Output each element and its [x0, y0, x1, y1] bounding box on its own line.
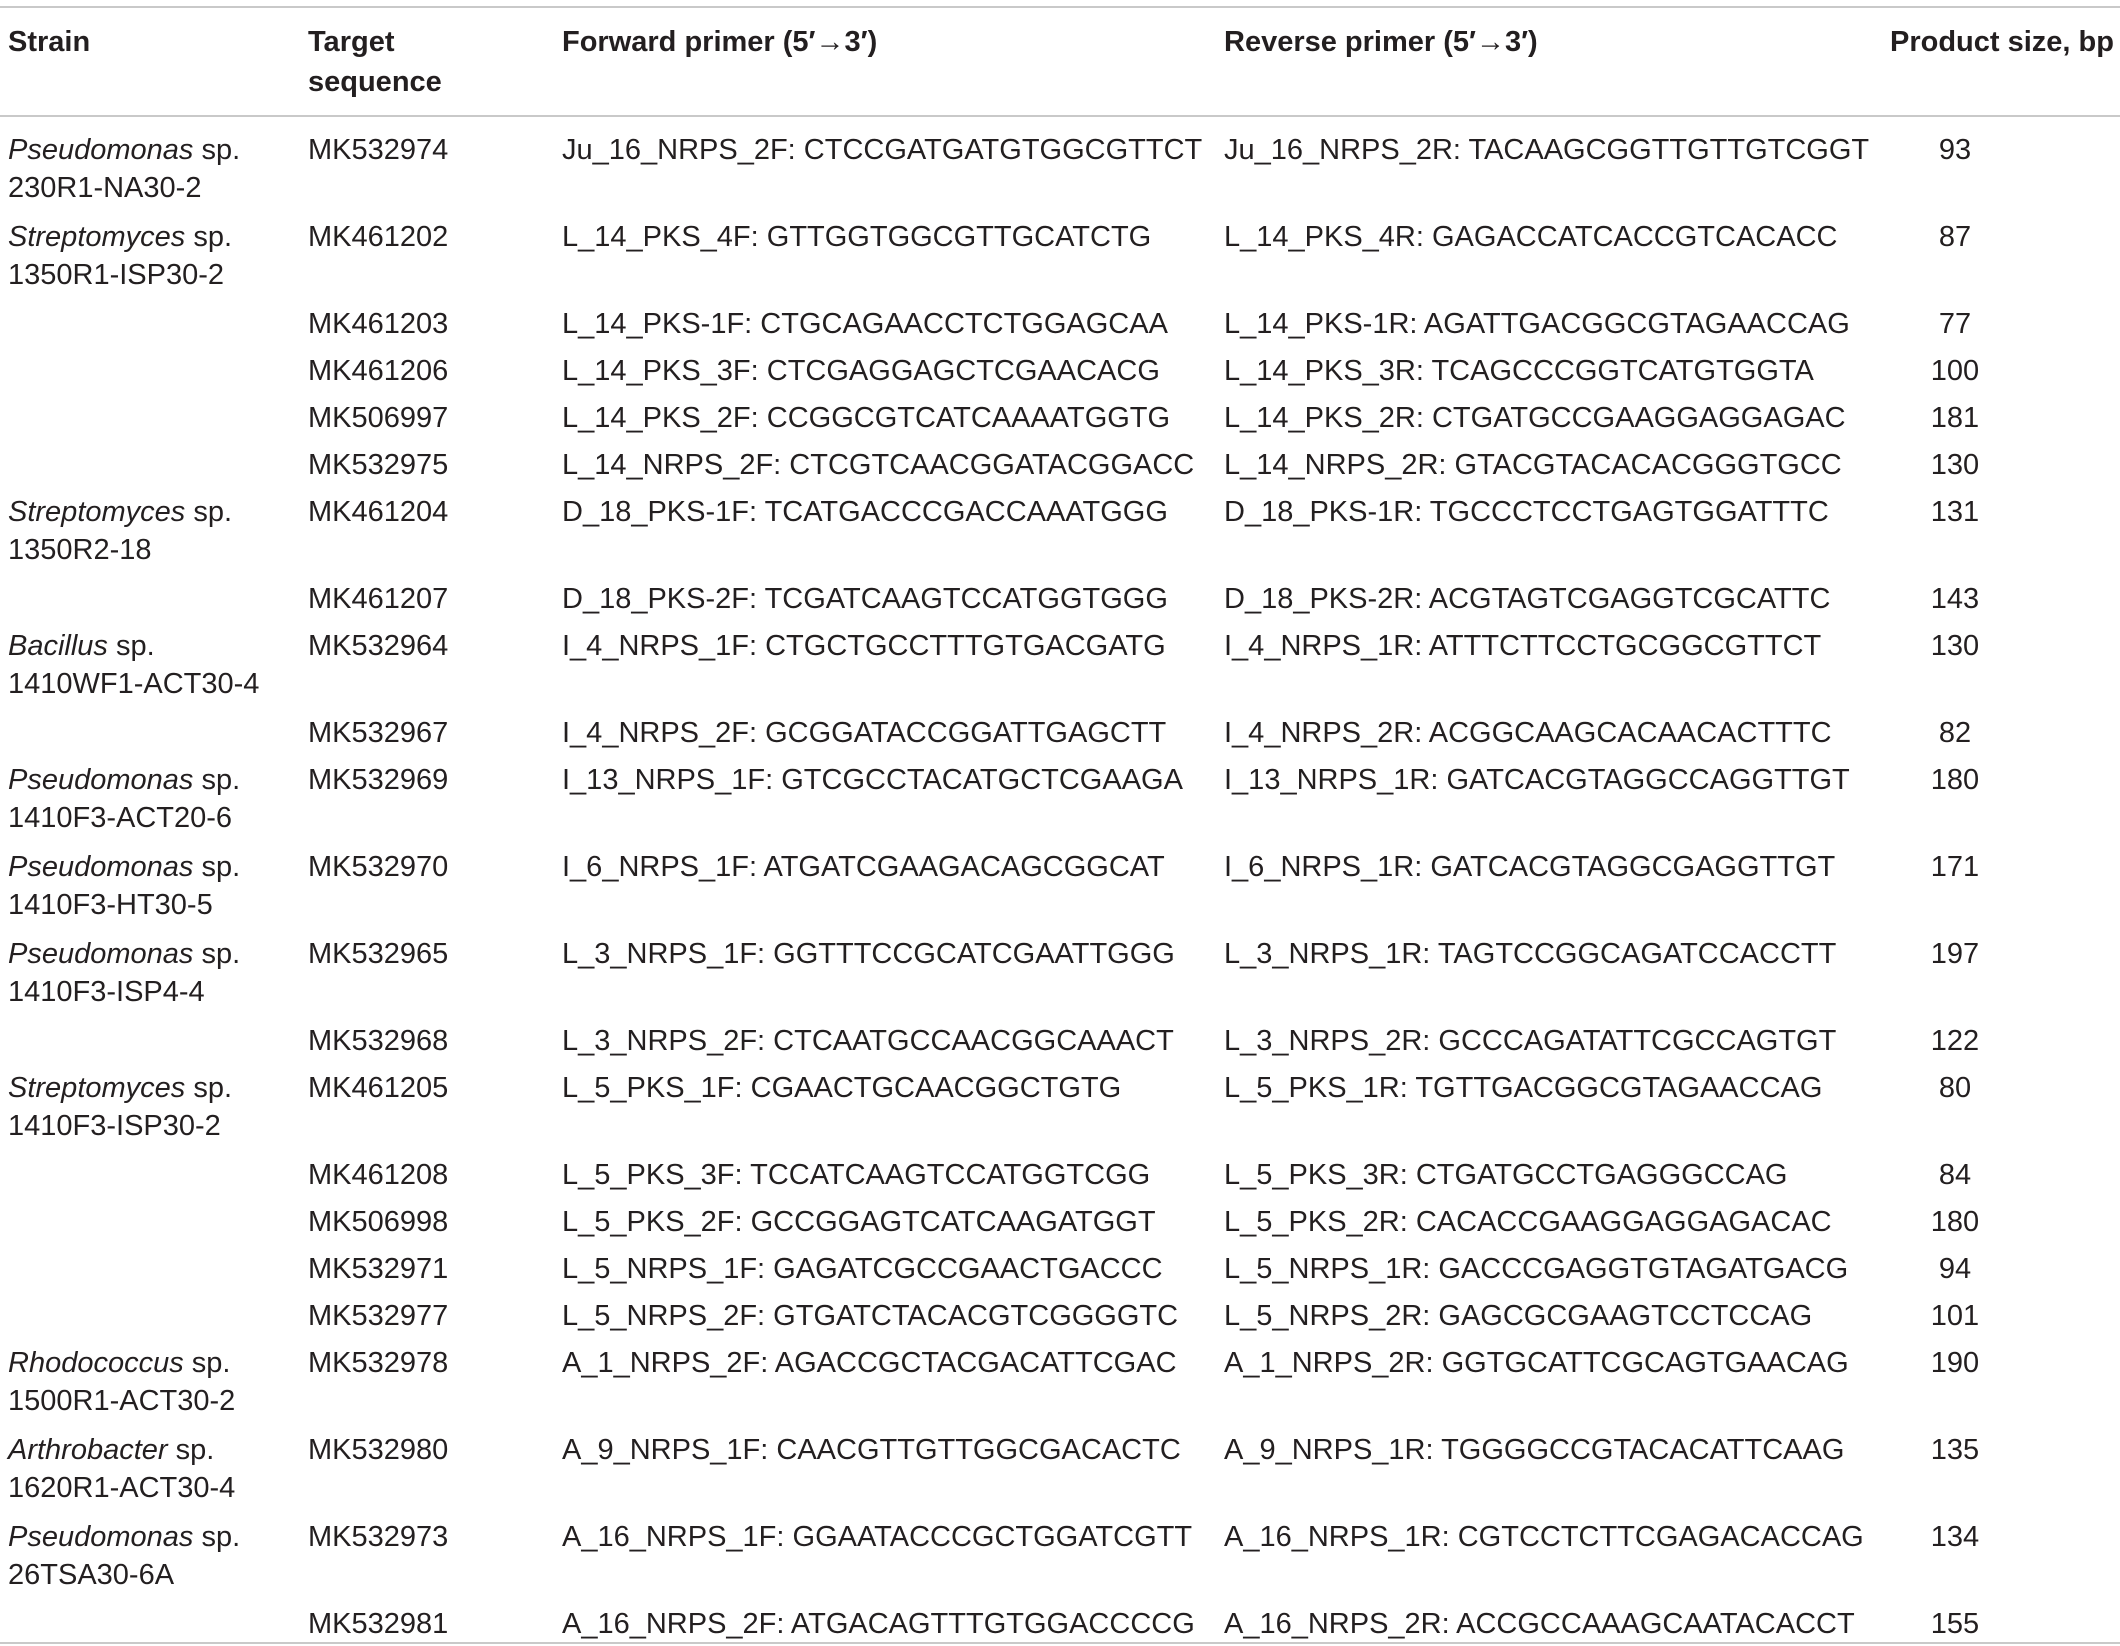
cell-target-sequence: MK532964 [308, 630, 449, 662]
strain-name: sp. 1410F3-ISP4-4 [8, 938, 241, 1008]
cell-forward-primer: L_14_PKS_3F: CTCGAGGAGCTCGAACACG [562, 355, 1160, 387]
cell-reverse-primer: I_4_NRPS_2R: ACGGCAAGCACAACACTTTC [1224, 717, 1832, 749]
cell-strain [8, 1069, 298, 1145]
cell-strain [8, 493, 298, 569]
cell-forward-primer: D_18_PKS-2F: TCGATCAAGTCCATGGTGGG [562, 583, 1168, 615]
cell-target-sequence: MK532978 [308, 1347, 449, 1379]
cell-target-sequence: MK532980 [308, 1434, 449, 1466]
cell-reverse-primer: L_5_PKS_2R: CACACCGAAGGAGGAGACAC [1224, 1206, 1832, 1238]
cell-strain [8, 1344, 298, 1420]
cell-product-size: 180 [1930, 1206, 1980, 1238]
cell-target-sequence: MK532973 [308, 1521, 449, 1553]
cell-forward-primer: I_4_NRPS_1F: CTGCTGCCTTTGTGACGATG [562, 630, 1166, 662]
cell-reverse-primer: L_14_PKS_3R: TCAGCCCGGTCATGTGGTA [1224, 355, 1814, 387]
cell-forward-primer: A_9_NRPS_1F: CAACGTTGTTGGCGACACTC [562, 1434, 1181, 1466]
cell-forward-primer: L_5_NRPS_1F: GAGATCGCCGAACTGACCC [562, 1253, 1163, 1285]
cell-reverse-primer: I_6_NRPS_1R: GATCACGTAGGCGAGGTTGT [1224, 851, 1836, 883]
cell-target-sequence: MK532967 [308, 717, 449, 749]
cell-product-size: 190 [1930, 1347, 1980, 1379]
cell-product-size: 80 [1938, 1072, 1972, 1104]
cell-target-sequence: MK532968 [308, 1025, 449, 1057]
cell-product-size: 100 [1930, 355, 1980, 387]
cell-forward-primer: L_3_NRPS_2F: CTCAATGCCAACGGCAAACT [562, 1025, 1174, 1057]
cell-reverse-primer: L_5_PKS_3R: CTGATGCCTGAGGGCCAG [1224, 1159, 1788, 1191]
strain-name: sp. 1350R2-18 [8, 496, 233, 566]
cell-target-sequence: MK461206 [308, 355, 449, 387]
cell-product-size: 101 [1930, 1300, 1980, 1332]
cell-product-size: 171 [1930, 851, 1980, 883]
cell-product-size: 135 [1930, 1434, 1980, 1466]
strain-genus: Pseudomonas [8, 764, 194, 796]
cell-product-size: 197 [1930, 938, 1980, 970]
cell-reverse-primer: D_18_PKS-1R: TGCCCTCCTGAGTGGATTTC [1224, 496, 1829, 528]
cell-strain [8, 218, 298, 294]
cell-strain [8, 1431, 298, 1507]
cell-strain [8, 627, 298, 703]
cell-reverse-primer: L_3_NRPS_1R: TAGTCCGGCAGATCCACCTT [1224, 938, 1837, 970]
strain-genus: Bacillus [8, 630, 108, 662]
cell-reverse-primer: L_14_PKS_4R: GAGACCATCACCGTCACACC [1224, 221, 1838, 253]
cell-reverse-primer: Ju_16_NRPS_2R: TACAAGCGGTTGTTGTCGGT [1224, 134, 1870, 166]
cell-reverse-primer: A_16_NRPS_2R: ACCGCCAAAGCAATACACCT [1224, 1608, 1855, 1640]
strain-genus: Streptomyces [8, 221, 186, 253]
strain-name: sp. 1410F3-ISP30-2 [8, 1072, 233, 1142]
strain-name: sp. 1410WF1-ACT30-4 [8, 630, 260, 700]
cell-forward-primer: L_14_NRPS_2F: CTCGTCAACGGATACGGACC [562, 449, 1195, 481]
table-bottom-rule [0, 1642, 2120, 1644]
strain-genus: Streptomyces [8, 1072, 186, 1104]
cell-reverse-primer: L_5_NRPS_2R: GAGCGCGAAGTCCTCCAG [1224, 1300, 1813, 1332]
cell-product-size: 130 [1930, 630, 1980, 662]
strain-name: sp. 230R1-NA30-2 [8, 134, 241, 204]
cell-reverse-primer: A_9_NRPS_1R: TGGGGCCGTACACATTCAAG [1224, 1434, 1845, 1466]
cell-target-sequence: MK461202 [308, 221, 449, 253]
cell-target-sequence: MK532965 [308, 938, 449, 970]
cell-forward-primer: D_18_PKS-1F: TCATGACCCGACCAAATGGG [562, 496, 1168, 528]
cell-product-size: 122 [1930, 1025, 1980, 1057]
cell-strain [8, 761, 298, 837]
cell-reverse-primer: L_3_NRPS_2R: GCCCAGATATTCGCCAGTGT [1224, 1025, 1837, 1057]
cell-forward-primer: I_13_NRPS_1F: GTCGCCTACATGCTCGAAGA [562, 764, 1183, 796]
cell-reverse-primer: A_16_NRPS_1R: CGTCCTCTTCGAGACACCAG [1224, 1521, 1864, 1553]
cell-product-size: 84 [1938, 1159, 1972, 1191]
cell-product-size: 93 [1938, 134, 1972, 166]
cell-product-size: 180 [1930, 764, 1980, 796]
cell-target-sequence: MK461207 [308, 583, 449, 615]
cell-forward-primer: L_5_PKS_2F: GCCGGAGTCATCAAGATGGT [562, 1206, 1156, 1238]
table-header-rule [0, 115, 2120, 117]
cell-target-sequence: MK532971 [308, 1253, 449, 1285]
cell-forward-primer: L_5_PKS_3F: TCCATCAAGTCCATGGTCGG [562, 1159, 1151, 1191]
cell-strain [8, 848, 298, 924]
cell-forward-primer: L_14_PKS-1F: CTGCAGAACCTCTGGAGCAA [562, 308, 1168, 340]
strain-genus: Pseudomonas [8, 1521, 194, 1553]
header-product-size: Product size, bp [1890, 26, 2114, 58]
strain-name: sp. 1500R1-ACT30-2 [8, 1347, 236, 1417]
cell-target-sequence: MK506997 [308, 402, 449, 434]
strain-genus: Pseudomonas [8, 851, 194, 883]
table-top-rule [0, 6, 2120, 8]
strain-name: sp. 1410F3-HT30-5 [8, 851, 241, 921]
cell-target-sequence: MK461204 [308, 496, 449, 528]
cell-reverse-primer: L_5_PKS_1R: TGTTGACGGCGTAGAACCAG [1224, 1072, 1823, 1104]
cell-target-sequence: MK461203 [308, 308, 449, 340]
cell-reverse-primer: D_18_PKS-2R: ACGTAGTCGAGGTCGCATTC [1224, 583, 1831, 615]
cell-forward-primer: A_1_NRPS_2F: AGACCGCTACGACATTCGAC [562, 1347, 1177, 1379]
cell-target-sequence: MK532974 [308, 134, 449, 166]
cell-product-size: 87 [1938, 221, 1972, 253]
header-strain: Strain [8, 26, 91, 58]
cell-product-size: 155 [1930, 1608, 1980, 1640]
cell-forward-primer: L_14_PKS_4F: GTTGGTGGCGTTGCATCTG [562, 221, 1152, 253]
cell-strain [8, 1518, 298, 1594]
cell-product-size: 131 [1930, 496, 1980, 528]
cell-reverse-primer: L_14_PKS_2R: CTGATGCCGAAGGAGGAGAC [1224, 402, 1846, 434]
cell-forward-primer: L_14_PKS_2F: CCGGCGTCATCAAAATGGTG [562, 402, 1171, 434]
cell-forward-primer: Ju_16_NRPS_2F: CTCCGATGATGTGGCGTTCT [562, 134, 1203, 166]
cell-forward-primer: L_3_NRPS_1F: GGTTTCCGCATCGAATTGGG [562, 938, 1175, 970]
strain-genus: Rhodococcus [8, 1347, 184, 1379]
cell-forward-primer: L_5_NRPS_2F: GTGATCTACACGTCGGGGTC [562, 1300, 1179, 1332]
strain-name: sp. 1410F3-ACT20-6 [8, 764, 241, 834]
cell-target-sequence: MK461208 [308, 1159, 449, 1191]
cell-product-size: 130 [1930, 449, 1980, 481]
cell-product-size: 134 [1930, 1521, 1980, 1553]
cell-forward-primer: I_6_NRPS_1F: ATGATCGAAGACAGCGGCAT [562, 851, 1165, 883]
cell-reverse-primer: L_14_NRPS_2R: GTACGTACACACGGGTGCC [1224, 449, 1842, 481]
cell-forward-primer: A_16_NRPS_1F: GGAATACCCGCTGGATCGTT [562, 1521, 1193, 1553]
header-forward-primer: Forward primer (5′→3′) [562, 26, 878, 58]
strain-name: sp. 1620R1-ACT30-4 [8, 1434, 236, 1504]
strain-genus: Streptomyces [8, 496, 186, 528]
cell-target-sequence: MK532969 [308, 764, 449, 796]
cell-product-size: 82 [1938, 717, 1972, 749]
cell-product-size: 143 [1930, 583, 1980, 615]
strain-genus: Pseudomonas [8, 134, 194, 166]
cell-product-size: 94 [1938, 1253, 1972, 1285]
cell-forward-primer: A_16_NRPS_2F: ATGACAGTTTGTGGACCCCG [562, 1608, 1195, 1640]
cell-target-sequence: MK532981 [308, 1608, 449, 1640]
cell-reverse-primer: L_14_PKS-1R: AGATTGACGGCGTAGAACCAG [1224, 308, 1850, 340]
cell-strain [8, 935, 298, 1011]
cell-forward-primer: L_5_PKS_1F: CGAACTGCAACGGCTGTG [562, 1072, 1122, 1104]
cell-product-size: 181 [1930, 402, 1980, 434]
strain-name: sp. 1350R1-ISP30-2 [8, 221, 233, 291]
cell-reverse-primer: A_1_NRPS_2R: GGTGCATTCGCAGTGAACAG [1224, 1347, 1849, 1379]
cell-reverse-primer: L_5_NRPS_1R: GACCCGAGGTGTAGATGACG [1224, 1253, 1849, 1285]
cell-target-sequence: MK506998 [308, 1206, 449, 1238]
header-reverse-primer: Reverse primer (5′→3′) [1224, 26, 1538, 58]
strain-genus: Arthrobacter [8, 1434, 168, 1466]
cell-forward-primer: I_4_NRPS_2F: GCGGATACCGGATTGAGCTT [562, 717, 1167, 749]
cell-strain [8, 131, 298, 207]
strain-name: sp. 26TSA30-6A [8, 1521, 241, 1591]
header-target-sequence: Target sequence [308, 26, 442, 98]
cell-target-sequence: MK532975 [308, 449, 449, 481]
cell-target-sequence: MK461205 [308, 1072, 449, 1104]
cell-target-sequence: MK532977 [308, 1300, 449, 1332]
cell-reverse-primer: I_13_NRPS_1R: GATCACGTAGGCCAGGTTGT [1224, 764, 1850, 796]
cell-product-size: 77 [1938, 308, 1972, 340]
cell-reverse-primer: I_4_NRPS_1R: ATTTCTTCCTGCGGCGTTCT [1224, 630, 1822, 662]
cell-target-sequence: MK532970 [308, 851, 449, 883]
strain-genus: Pseudomonas [8, 938, 194, 970]
